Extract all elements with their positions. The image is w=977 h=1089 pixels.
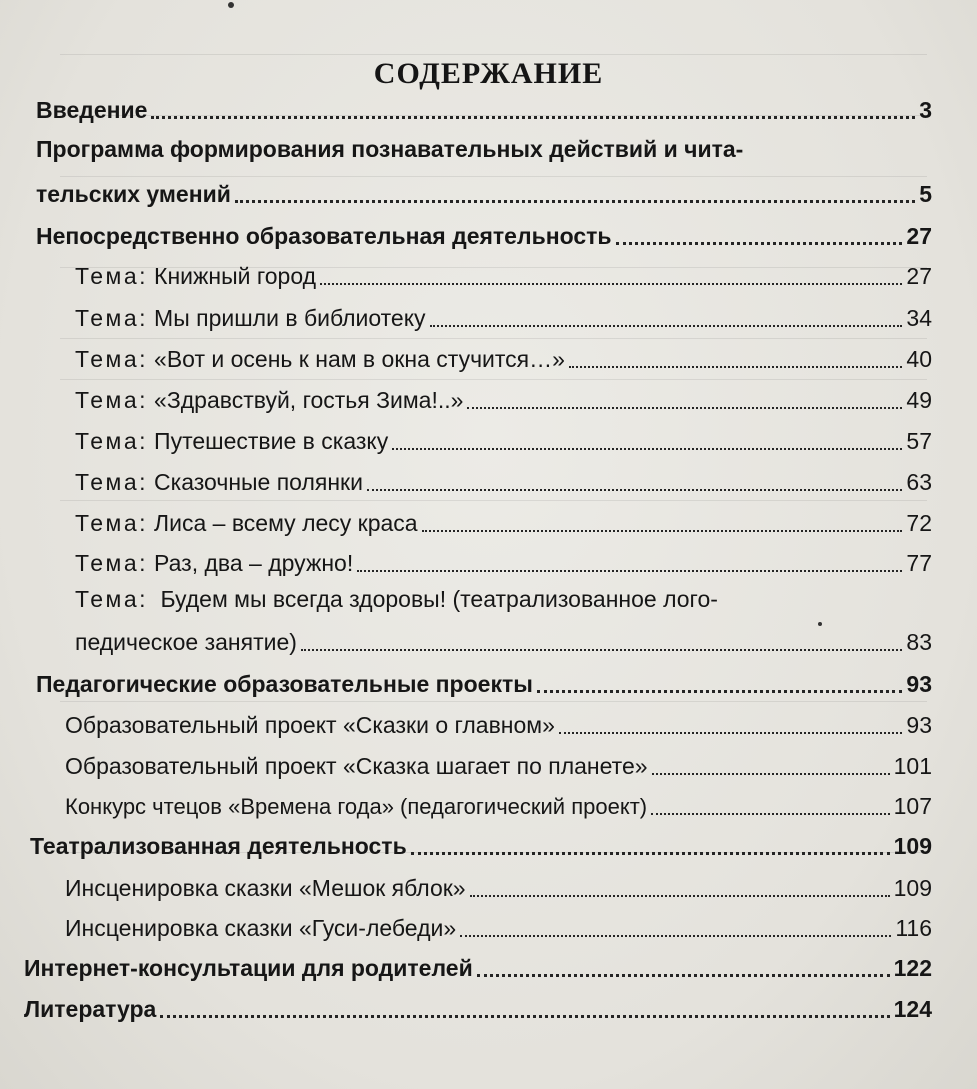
leader-dots xyxy=(320,283,902,285)
page-title: СОДЕРЖАНИЕ xyxy=(373,57,604,90)
toc-topic xyxy=(75,545,932,577)
toc-topic xyxy=(75,382,932,414)
topic-title: Лиса – всему лесу краса xyxy=(154,510,418,536)
topic-title: «Здравствуй, гостья Зима!..» xyxy=(154,387,464,413)
toc-entry-literature xyxy=(24,991,932,1023)
toc-topic xyxy=(75,464,932,496)
topic-title: Раз, два – дружно! xyxy=(154,550,354,576)
topic-title: Будем мы всегда здоровы! (театрализованное лого- xyxy=(160,586,718,612)
leader-dots xyxy=(392,448,902,450)
project-title: Образовательный проект «Сказки о главном» xyxy=(65,712,555,738)
leader-dots xyxy=(357,570,902,572)
toc-page-number: 3 xyxy=(919,97,932,123)
leader-dots xyxy=(411,852,890,855)
toc-page-number: 27 xyxy=(906,223,932,249)
topic-prefix: Тема: xyxy=(75,428,149,454)
toc-entry-title: Введение xyxy=(36,97,148,123)
print-speck xyxy=(228,2,234,8)
toc-page-number: 122 xyxy=(893,955,932,981)
toc-page-number: 93 xyxy=(906,671,932,697)
toc-topic xyxy=(75,341,932,373)
topic-prefix: Тема: xyxy=(75,305,149,331)
toc-entry-program xyxy=(36,176,932,208)
leader-dots xyxy=(460,935,891,937)
toc-topic xyxy=(75,300,932,332)
toc-topic xyxy=(75,505,932,537)
topic-title: Сказочные полянки xyxy=(154,469,363,495)
toc-page-number: 83 xyxy=(906,629,932,655)
toc-entry-title: тельских умений xyxy=(36,181,231,207)
toc-page-number: 109 xyxy=(893,875,932,901)
leader-dots xyxy=(652,773,890,775)
topic-prefix: Тема: xyxy=(75,510,149,536)
toc-topic xyxy=(75,258,932,290)
toc-page-number: 107 xyxy=(893,793,932,819)
toc-entry-title: Педагогические образовательные проекты xyxy=(36,671,533,697)
leader-dots xyxy=(151,116,915,119)
toc-entry-program-line1: Программа формирования познавательных действий и чита- xyxy=(36,136,744,162)
leader-dots xyxy=(651,813,890,815)
leader-dots xyxy=(160,1015,889,1018)
toc-page-number: 57 xyxy=(906,428,932,454)
toc-topic-last-line1 xyxy=(75,586,718,613)
toc-page-number: 63 xyxy=(906,469,932,495)
leader-dots xyxy=(470,895,890,897)
project-title: Образовательный проект «Сказка шагает по планете» xyxy=(65,753,648,779)
toc-page-number: 34 xyxy=(906,305,932,331)
leader-dots xyxy=(235,200,915,203)
topic-prefix: Тема: xyxy=(75,263,149,289)
topic-title: Путешествие в сказку xyxy=(154,428,389,454)
toc-project-item xyxy=(65,788,932,820)
toc-topic-last xyxy=(75,624,932,656)
leader-dots xyxy=(559,732,902,734)
toc-entry-theatre xyxy=(30,828,932,860)
toc-page-number: 5 xyxy=(919,181,932,207)
leader-dots xyxy=(467,407,902,409)
toc-project-item xyxy=(65,748,932,780)
toc-project-item xyxy=(65,707,932,739)
toc-entry-title: Литература xyxy=(24,996,157,1022)
toc-entry-internet xyxy=(24,950,932,982)
topic-title: Книжный город xyxy=(154,263,317,289)
toc-page-number: 124 xyxy=(893,996,932,1022)
topic-prefix: Тема: xyxy=(75,387,149,413)
toc-page-number: 27 xyxy=(906,263,932,289)
toc-entry-projects xyxy=(36,666,932,698)
topic-title: «Вот и осень к нам в окна стучится…» xyxy=(154,346,565,372)
toc-theatre-item xyxy=(65,910,932,942)
leader-dots xyxy=(569,366,902,368)
leader-dots xyxy=(422,530,903,532)
topic-prefix: Тема: xyxy=(75,550,149,576)
leader-dots xyxy=(537,690,903,693)
staging-title: Инсценировка сказки «Мешок яблок» xyxy=(65,875,466,901)
leader-dots xyxy=(430,325,903,327)
toc-entry-intro xyxy=(36,92,932,124)
leader-dots xyxy=(616,242,903,245)
topic-title: педическое занятие) xyxy=(75,629,297,655)
project-title: Конкурс чтецов «Времена года» (педагогический проект) xyxy=(65,794,648,819)
toc-page-number: 93 xyxy=(906,712,932,738)
toc-page-number: 77 xyxy=(906,550,932,576)
toc-topic xyxy=(75,423,932,455)
topic-prefix: Тема: xyxy=(75,469,149,495)
toc-page-number: 101 xyxy=(893,753,932,779)
toc-theatre-item xyxy=(65,870,932,902)
toc-page-number: 72 xyxy=(906,510,932,536)
leader-dots xyxy=(367,489,902,491)
toc-page-number: 49 xyxy=(906,387,932,413)
toc-page-number: 116 xyxy=(895,915,932,941)
leader-dots xyxy=(477,974,890,977)
leader-dots xyxy=(301,649,903,651)
toc-page-number: 40 xyxy=(906,346,932,372)
topic-title: Мы пришли в библиотеку xyxy=(154,305,426,331)
staging-title: Инсценировка сказки «Гуси-лебеди» xyxy=(65,915,457,941)
topic-prefix: Тема: xyxy=(75,586,149,612)
topic-prefix: Тема: xyxy=(75,346,149,372)
toc-entry-direct-activity xyxy=(36,218,932,250)
toc-entry-title: Интернет-консультации для родителей xyxy=(24,955,473,981)
toc-page-number: 109 xyxy=(893,833,932,859)
toc-entry-title: Непосредственно образовательная деятельность xyxy=(36,223,612,249)
toc-entry-title: Театрализованная деятельность xyxy=(30,833,407,859)
